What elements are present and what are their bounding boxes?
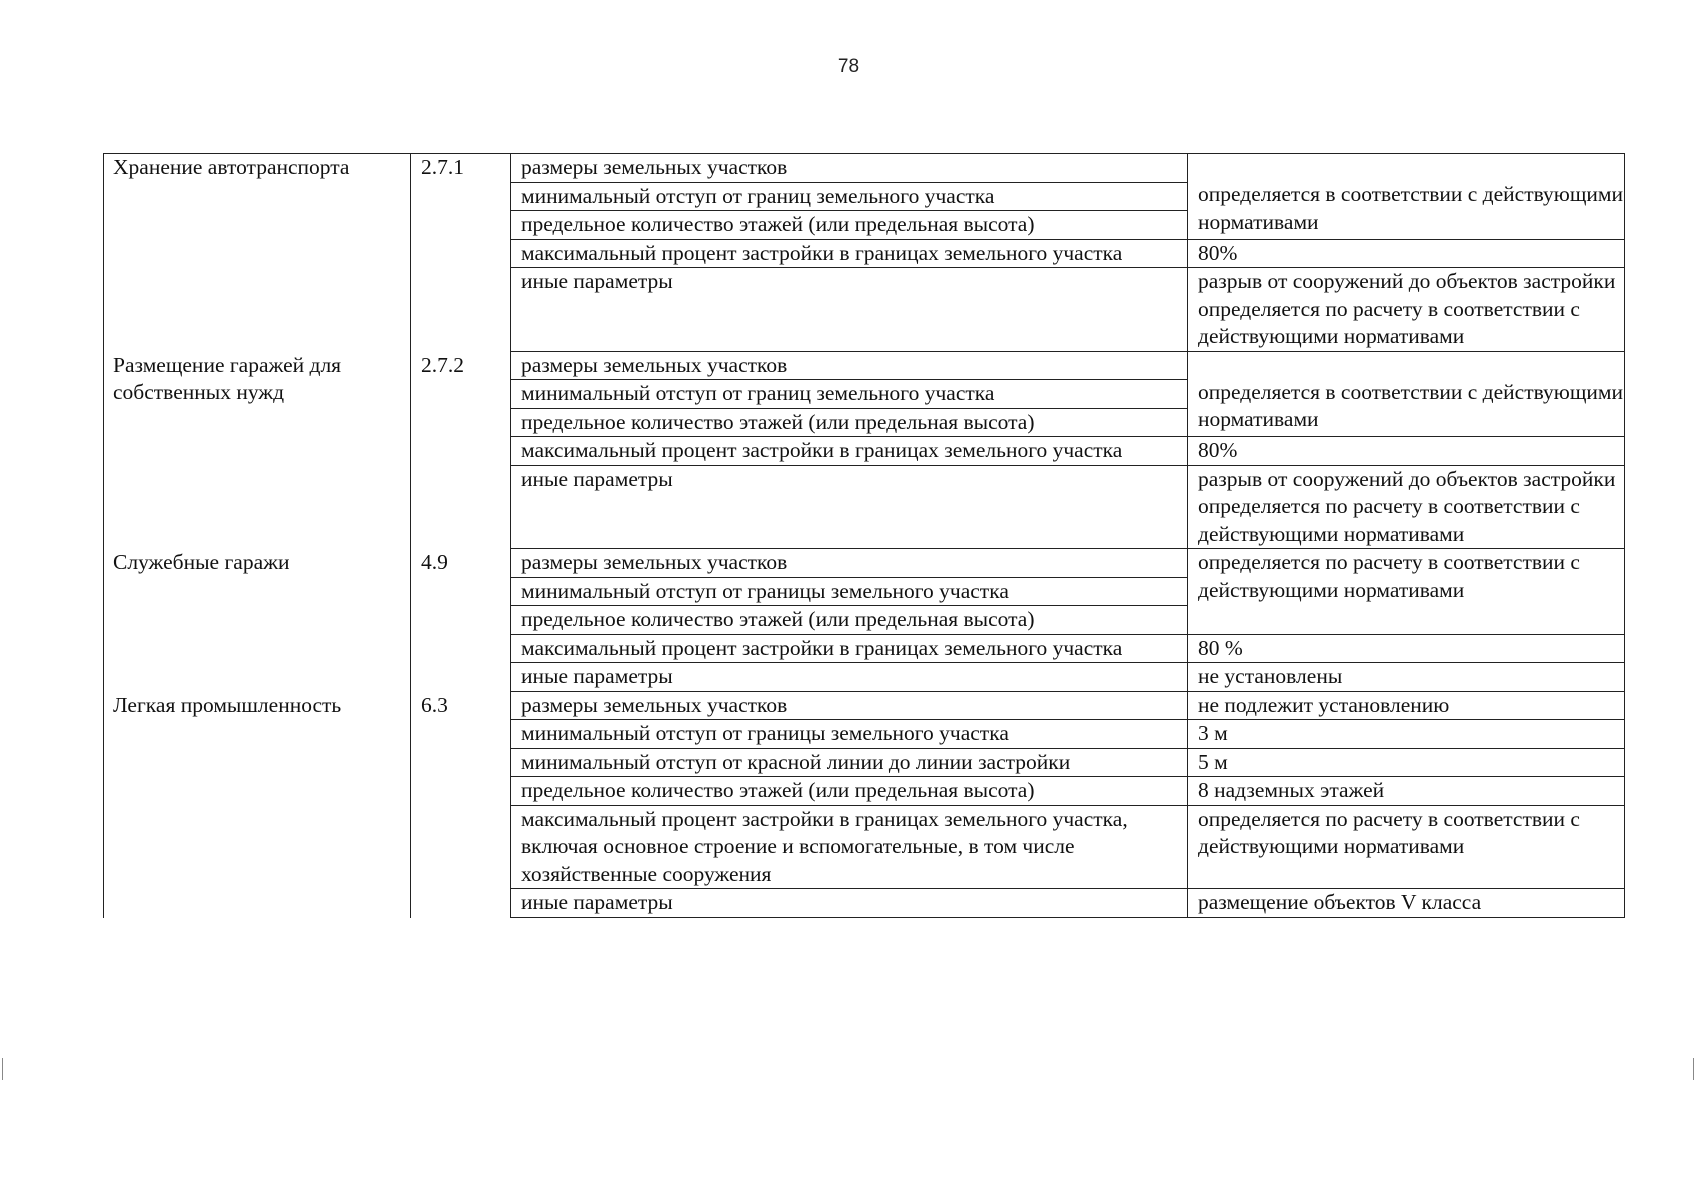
param-cell: иные параметры — [511, 268, 1188, 351]
param-cell: размеры земельных участков — [511, 154, 1187, 183]
value-cell: 8 надземных этажей — [1188, 777, 1625, 805]
table-row — [511, 268, 1625, 352]
value-cell — [1188, 437, 1625, 465]
table-group-service-garages — [103, 549, 1625, 692]
value-cell: разрыв от сооружений до объектов застройки определяется по расчету в соответствии с действующими нормативами — [1188, 268, 1625, 351]
param-cell: максимальный процент застройки в границах земельного участка — [511, 240, 1188, 268]
land-use-name: Размещение гаражей для собственных нужд — [103, 352, 411, 550]
land-use-code: 2.7.2 — [411, 352, 511, 550]
merged-rows — [511, 154, 1625, 240]
table-row — [511, 720, 1625, 749]
value-cell: размещение объектов V класса — [1188, 889, 1625, 917]
param-cell: предельное количество этажей (или предельная высота) — [511, 211, 1187, 240]
param-cell: минимальный отступ от границ земельного участка — [511, 380, 1187, 409]
value-cell — [1188, 635, 1625, 663]
parameter-rows — [511, 352, 1625, 550]
value-text: 80% — [1198, 438, 1238, 462]
value-cell: определяется по расчету в соответствии с действующими нормативами — [1188, 806, 1625, 889]
table-row — [511, 889, 1625, 918]
param-cell: минимальный отступ от красной линии до линии застройки — [511, 749, 1188, 777]
value-cell: определяется в соответствии с действующими нормативами — [1188, 154, 1625, 240]
land-use-name: Хранение автотранспорта — [103, 154, 411, 352]
param-cell: иные параметры — [511, 466, 1188, 549]
value-cell: разрыв от сооружений до объектов застройки определяется по расчету в соответствии с действующими нормативами — [1188, 466, 1625, 549]
merged-rows — [511, 549, 1625, 635]
table-row — [511, 777, 1625, 806]
param-cell: размеры земельных участков — [511, 352, 1187, 381]
page-number: 78 — [837, 56, 860, 77]
param-cell: иные параметры — [511, 663, 1188, 691]
parameter-rows — [511, 549, 1625, 692]
value-text: 80 % — [1198, 635, 1243, 660]
param-cell: максимальный процент застройки в границах земельного участка — [511, 635, 1188, 663]
param-cell: размеры земельных участков — [511, 692, 1188, 720]
table-row — [511, 663, 1625, 692]
table-row — [511, 635, 1625, 664]
param-cell: минимальный отступ от границы земельного участка — [511, 578, 1187, 607]
param-cell: минимальный отступ от границы земельного участка — [511, 720, 1188, 748]
regulations-table — [103, 153, 1625, 918]
table-row — [511, 749, 1625, 778]
value-cell — [1188, 240, 1625, 268]
table-row — [511, 437, 1625, 466]
table-group-light-industry — [103, 692, 1625, 918]
param-cell: размеры земельных участков — [511, 549, 1187, 578]
parameter-rows — [511, 154, 1625, 352]
param-cell: минимальный отступ от границ земельного участка — [511, 183, 1187, 212]
table-row — [511, 466, 1625, 550]
value-cell: определяется по расчету в соответствии с действующими нормативами — [1188, 549, 1625, 635]
merged-rows — [511, 352, 1625, 438]
param-cell: предельное количество этажей (или предельная высота) — [511, 606, 1187, 635]
param-cell: предельное количество этажей (или предельная высота) — [511, 777, 1188, 805]
param-cell: иные параметры — [511, 889, 1188, 917]
value-cell: определяется в соответствии с действующими нормативами — [1188, 352, 1625, 438]
scan-mark-left — [2, 1058, 3, 1080]
land-use-name: Легкая промышленность — [103, 692, 411, 918]
value-text: 80% — [1198, 240, 1238, 265]
param-cell: максимальный процент застройки в границах земельного участка — [511, 437, 1188, 465]
value-cell: 5 м — [1188, 749, 1625, 777]
value-cell: 3 м — [1188, 720, 1625, 748]
scan-mark-right — [1693, 1058, 1694, 1080]
value-cell: не подлежит установлению — [1188, 692, 1625, 720]
table-row — [511, 692, 1625, 721]
param-cell: максимальный процент застройки в границах земельного участка, включая основное строение и вспомогательные, в том числе хозяйственные сооружения — [511, 806, 1188, 889]
land-use-code: 6.3 — [411, 692, 511, 918]
table-row — [511, 240, 1625, 269]
parameter-rows — [511, 692, 1625, 918]
table-group-storage — [103, 153, 1625, 352]
land-use-code: 4.9 — [411, 549, 511, 692]
table-group-garages-own — [103, 352, 1625, 550]
param-cell: предельное количество этажей (или предельная высота) — [511, 409, 1187, 438]
land-use-code: 2.7.1 — [411, 154, 511, 352]
table-row — [511, 806, 1625, 890]
value-cell: не установлены — [1188, 663, 1625, 691]
land-use-name: Служебные гаражи — [103, 549, 411, 692]
